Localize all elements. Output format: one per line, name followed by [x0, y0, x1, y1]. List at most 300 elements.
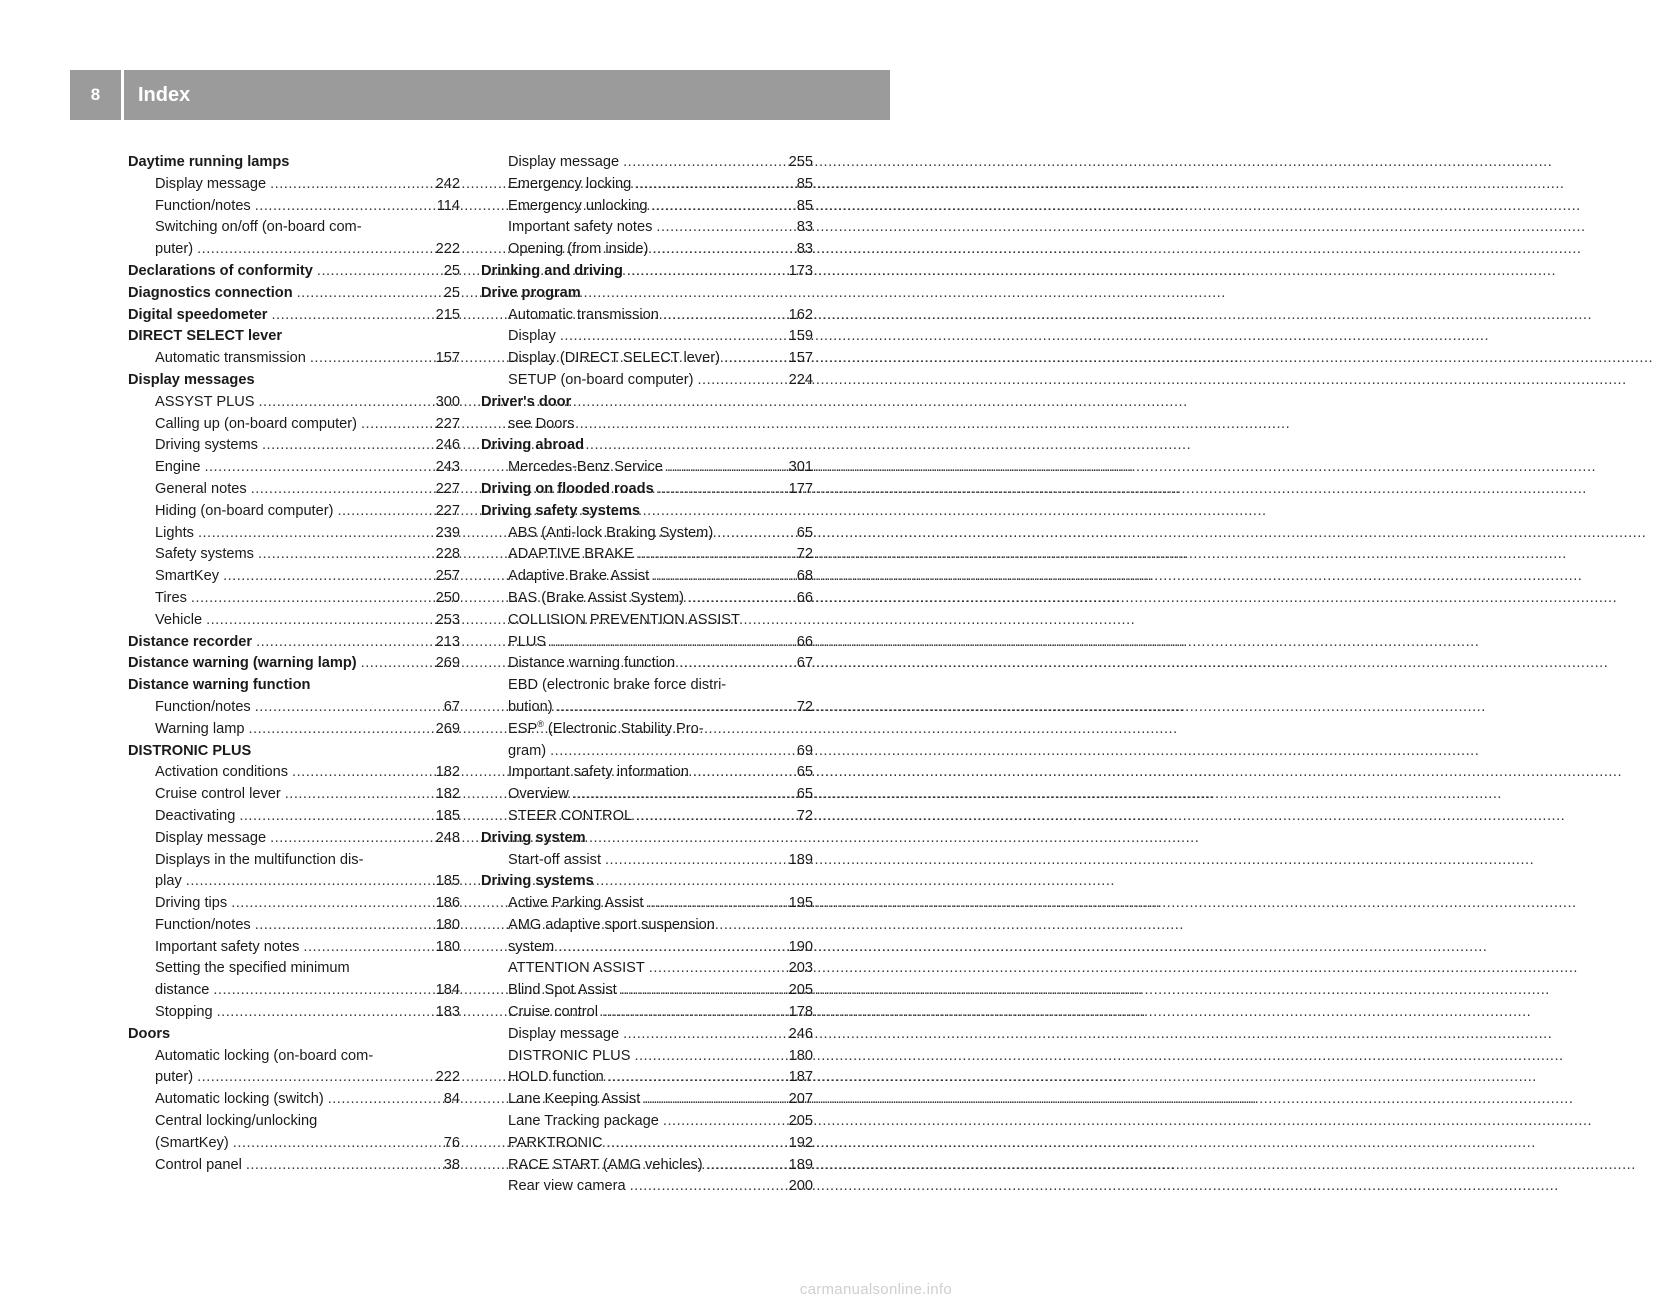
index-subentry [128, 806, 460, 828]
page-reference: 180 [788, 1047, 813, 1064]
dot-leader [303, 937, 431, 959]
page-header [70, 70, 890, 120]
index-subentry [481, 1111, 813, 1133]
dot-leader [638, 544, 793, 566]
page-reference: 180 [435, 938, 460, 955]
entry-label: Display message [155, 175, 267, 192]
index-subentry [128, 1002, 460, 1024]
index-subentry [481, 1133, 813, 1155]
index-heading [481, 283, 813, 305]
index-subentry [128, 588, 460, 610]
index-subentry [481, 850, 813, 872]
index-subentry [481, 305, 813, 327]
dot-leader [652, 196, 793, 218]
entry-label: puter) [155, 1069, 194, 1086]
index-subentry [481, 937, 813, 959]
dot-leader [647, 893, 784, 915]
entry-label: Driver's door [481, 393, 572, 410]
dot-leader [191, 588, 432, 610]
page-reference: 180 [435, 916, 460, 933]
dot-leader [653, 566, 793, 588]
dot-leader [328, 1089, 440, 1111]
index-subentry [128, 1046, 460, 1068]
index-subentry [128, 784, 460, 806]
page-reference: 228 [435, 546, 460, 563]
entry-label: Function/notes [155, 197, 251, 214]
page-reference: 205 [788, 1113, 813, 1130]
page-reference: 200 [788, 1178, 813, 1195]
entry-label: Start-off assist [508, 851, 601, 868]
index-subentry [128, 414, 460, 436]
entry-label: Display message [508, 154, 620, 170]
dot-leader [667, 457, 785, 479]
page-reference: 222 [435, 1069, 460, 1086]
entry-label: General notes [155, 480, 247, 497]
entry-label: DIRECT SELECT lever [128, 328, 283, 345]
index-subentry [481, 1067, 813, 1089]
index-subentry [128, 501, 460, 523]
index-subentry [481, 741, 813, 763]
entry-label: Switching on/off (on-board com- [155, 219, 362, 236]
entry-label: Display message [155, 829, 267, 846]
dot-leader [239, 806, 431, 828]
page-reference: 192 [788, 1134, 813, 1151]
page-reference: 183 [435, 1004, 460, 1021]
page-reference: 187 [788, 1069, 813, 1086]
page-reference: 205 [788, 982, 813, 999]
watermark: carmanualsonline.info [799, 1281, 952, 1298]
dot-leader [217, 1002, 432, 1024]
entry-label: Emergency unlocking [508, 197, 648, 214]
entry-label: see Doors [508, 415, 575, 432]
index-subentry [481, 1024, 813, 1046]
index-subentry [128, 457, 460, 479]
index-subentry [481, 174, 813, 196]
entry-label: Warning lamp [155, 720, 245, 737]
page-reference: 207 [788, 1091, 813, 1108]
index-heading [481, 871, 813, 893]
entry-label: STEER CONTROL [508, 807, 633, 824]
entry-label: Automatic transmission [508, 306, 659, 323]
page-reference: 189 [788, 851, 813, 868]
dot-leader [255, 196, 433, 218]
dot-leader [262, 435, 432, 457]
page-reference: 66 [796, 589, 813, 606]
entry-label: ADAPTIVE BRAKE [508, 546, 634, 563]
page-reference: 301 [788, 459, 813, 476]
entry-label: SmartKey [155, 568, 220, 585]
entry-label: Automatic transmission [155, 350, 306, 367]
entry-label: Hiding (on-board computer) [155, 502, 334, 519]
index-subentry [481, 1089, 813, 1111]
entry-label: BAS (Brake Assist System) [508, 589, 684, 606]
dot-leader [573, 784, 793, 806]
entry-label: Important safety notes [155, 938, 300, 955]
index-heading [128, 653, 460, 675]
entry-label: Display messages [128, 371, 255, 388]
page-reference: 257 [435, 568, 460, 585]
page-reference: 269 [435, 720, 460, 737]
page-reference: 227 [435, 415, 460, 432]
entry-label: Important safety information [508, 764, 689, 781]
page-reference: 85 [796, 197, 813, 214]
index-subentry [128, 1133, 460, 1155]
dot-leader [317, 261, 440, 283]
dot-leader [644, 1089, 784, 1111]
entry-label: Driving safety systems [481, 502, 640, 519]
index-heading [128, 283, 460, 305]
index-heading [481, 479, 813, 501]
index-heading [481, 435, 813, 457]
dot-leader [272, 305, 432, 327]
dot-leader [258, 544, 432, 566]
dot-leader [602, 1002, 785, 1024]
dot-leader [605, 850, 785, 872]
page-reference: 72 [796, 698, 813, 715]
page-reference: 189 [788, 1156, 813, 1173]
index-subentry [481, 980, 813, 1002]
dot-leader [255, 915, 432, 937]
index-subentry [128, 239, 460, 261]
entry-label: Emergency locking [508, 175, 632, 192]
dot-leader [652, 239, 792, 261]
page-reference: 190 [788, 938, 813, 955]
entry-label: EBD (electronic brake force distri- [508, 677, 727, 694]
entry-label: Display [508, 328, 556, 345]
entry-label: Distance warning function [508, 655, 676, 672]
index-column-left [128, 152, 460, 1176]
page-number: 8 [70, 70, 124, 120]
dot-leader [223, 566, 432, 588]
index-subentry [128, 980, 460, 1002]
index-subentry [128, 1089, 460, 1111]
page-reference: 242 [435, 175, 460, 192]
entry-label: Function/notes [155, 698, 251, 715]
page-reference: 246 [788, 1025, 813, 1042]
entry-label: Driving systems [481, 873, 594, 890]
entry-label: COLLISION PREVENTION ASSIST [508, 611, 740, 628]
index-subentry [481, 457, 813, 479]
entry-label: Active Parking Assist [508, 895, 644, 912]
entry-label: PARKTRONIC [508, 1134, 603, 1151]
dot-leader [663, 305, 785, 327]
entry-label: play [155, 873, 182, 890]
page-reference: 184 [435, 982, 460, 999]
entry-label: PLUS [508, 633, 547, 650]
index-subentry [481, 196, 813, 218]
page-reference: 182 [435, 764, 460, 781]
index-subentry [128, 697, 460, 719]
entry-label: AMG adaptive sport suspension [508, 916, 715, 933]
entry-label: puter) [155, 241, 194, 258]
page-reference: 182 [435, 786, 460, 803]
entry-label: Central locking/unlocking [155, 1113, 318, 1130]
dot-leader [285, 784, 432, 806]
index-subentry [128, 937, 460, 959]
page-reference: 185 [435, 807, 460, 824]
index-subentry [128, 719, 460, 741]
page-reference: 178 [788, 1004, 813, 1021]
dot-leader [231, 893, 431, 915]
index-subentry [128, 958, 460, 980]
index-subentry [128, 850, 460, 872]
page-reference: 114 [436, 197, 460, 214]
page-reference: 269 [435, 655, 460, 672]
page-reference: 25 [443, 284, 460, 301]
entry-label: distance [155, 982, 210, 999]
index-subentry [481, 544, 813, 566]
page-reference: 65 [796, 764, 813, 781]
dot-leader [246, 1155, 440, 1177]
index-subentry [128, 523, 460, 545]
dot-leader [621, 980, 785, 1002]
page-reference: 84 [443, 1091, 460, 1108]
index-subentry [481, 653, 813, 675]
index-heading [481, 261, 813, 283]
entry-label: ASSYST PLUS [155, 393, 255, 410]
page-reference: 186 [435, 895, 460, 912]
entry-label: ATTENTION ASSIST [508, 960, 645, 977]
entry-label: Driving system [481, 829, 586, 846]
entry-label: Lane Tracking package [508, 1113, 659, 1130]
dot-leader [623, 1024, 785, 1046]
entry-label: Display (DIRECT SELECT lever) [508, 350, 720, 367]
index-heading [128, 632, 460, 654]
entry-label: Daytime running lamps [128, 154, 290, 170]
entry-label: Vehicle [155, 611, 203, 628]
index-heading [128, 152, 460, 174]
entry-label: DISTRONIC PLUS [128, 742, 252, 759]
page-reference: 72 [796, 546, 813, 563]
dot-leader [337, 501, 431, 523]
entry-label: HOLD function [508, 1069, 604, 1086]
dot-leader [270, 828, 432, 850]
entry-label: Driving systems [155, 437, 258, 454]
dot-leader [251, 479, 432, 501]
page-reference: 67 [796, 655, 813, 672]
index-subentry [481, 1002, 813, 1024]
index-heading [481, 392, 813, 414]
index-subentry [128, 217, 460, 239]
entry-label: Cruise control lever [155, 786, 281, 803]
index-heading [128, 370, 460, 392]
index-subentry [128, 544, 460, 566]
index-heading [481, 501, 813, 523]
page-reference: 69 [796, 742, 813, 759]
index-subentry [481, 370, 813, 392]
entry-label: ESP® (Electronic Stability Pro- [508, 718, 704, 737]
index-subentry [128, 762, 460, 784]
entry-label: Cruise control [508, 1004, 599, 1021]
dot-leader [663, 1111, 785, 1133]
dot-leader [558, 937, 784, 959]
dot-leader [256, 632, 432, 654]
page-reference: 157 [435, 350, 460, 367]
index-subentry [481, 610, 813, 632]
index-subentry [481, 697, 813, 719]
index-subentry [481, 806, 813, 828]
index-heading [481, 828, 813, 850]
entry-label: Safety systems [155, 546, 254, 563]
index-subentry [481, 762, 813, 784]
dot-leader [607, 1133, 785, 1155]
entry-label: Blind Spot Assist [508, 982, 617, 999]
entry-label: Doors [128, 1025, 171, 1042]
dot-leader [297, 283, 440, 305]
entry-label: RACE START (AMG vehicles) [508, 1156, 703, 1173]
entry-label: Lane Keeping Assist [508, 1091, 641, 1108]
index-subentry [481, 719, 813, 741]
index-subentry [128, 1155, 460, 1177]
index-subentry [481, 588, 813, 610]
entry-label: DISTRONIC PLUS [508, 1047, 631, 1064]
index-subentry [128, 348, 460, 370]
dot-leader [697, 370, 784, 392]
dot-leader [259, 392, 432, 414]
page-reference: 67 [443, 698, 460, 715]
entry-label: Calling up (on-board computer) [155, 415, 357, 432]
index-subentry [481, 326, 813, 348]
dot-leader [361, 414, 432, 436]
dot-leader [557, 697, 793, 719]
page-reference: 83 [796, 219, 813, 236]
dot-leader [270, 174, 432, 196]
entry-label: Opening (from inside) [508, 241, 649, 258]
page-reference: 85 [796, 175, 813, 192]
entry-label: system [508, 938, 555, 955]
page-reference: 66 [796, 633, 813, 650]
entry-label: Display message [508, 1025, 620, 1042]
dot-leader [198, 523, 432, 545]
page-reference: 195 [788, 895, 813, 912]
page-reference: 300 [435, 393, 460, 410]
entry-label: Overview [508, 786, 569, 803]
entry-label: Function/notes [155, 916, 251, 933]
dot-leader [233, 1133, 440, 1155]
index-subentry [128, 893, 460, 915]
page-reference: 173 [788, 262, 813, 279]
entry-label: bution) [508, 698, 553, 715]
entry-label: Distance warning (warning lamp) [128, 655, 357, 672]
entry-label: Diagnostics connection [128, 284, 293, 301]
index-subentry [481, 348, 813, 370]
page-reference: 25 [443, 262, 460, 279]
dot-leader [249, 719, 432, 741]
page-reference: 255 [788, 154, 813, 170]
dot-leader [656, 217, 792, 239]
entry-label: (SmartKey) [155, 1134, 229, 1151]
dot-leader [560, 326, 785, 348]
dot-leader [623, 152, 785, 174]
page-reference: 162 [788, 306, 813, 323]
index-subentry [128, 435, 460, 457]
dot-leader [206, 610, 432, 632]
index-subentry [481, 566, 813, 588]
dot-leader [197, 239, 432, 261]
entry-label: Driving abroad [481, 437, 584, 454]
page-reference: 157 [788, 350, 813, 367]
dot-leader [635, 174, 792, 196]
entry-label: Engine [155, 459, 201, 476]
entry-label: Declarations of conformity [128, 262, 313, 279]
index-subentry [481, 414, 813, 436]
dot-leader [550, 632, 793, 654]
page-reference: 65 [796, 786, 813, 803]
entry-label: gram) [508, 742, 547, 759]
dot-leader [707, 1155, 785, 1177]
entry-label: Stopping [155, 1004, 213, 1021]
index-subentry [128, 479, 460, 501]
index-subentry [481, 152, 813, 174]
index-subentry [128, 392, 460, 414]
index-heading [128, 1024, 460, 1046]
index-heading [128, 305, 460, 327]
dot-leader [658, 479, 785, 501]
index-subentry [481, 893, 813, 915]
page-reference: 177 [788, 480, 813, 497]
section-title: Index [138, 83, 191, 106]
index-subentry [481, 1046, 813, 1068]
page-reference: 215 [435, 306, 460, 323]
index-heading [128, 261, 460, 283]
page-reference: 243 [435, 459, 460, 476]
index-heading [128, 326, 460, 348]
index-subentry [481, 1176, 813, 1198]
dot-leader [186, 871, 432, 893]
dot-leader [204, 457, 431, 479]
dot-leader [255, 697, 440, 719]
page-reference: 83 [796, 241, 813, 258]
index-subentry [128, 828, 460, 850]
index-subentry [128, 871, 460, 893]
index-subentry [481, 1155, 813, 1177]
entry-label: Mercedes-Benz Service [508, 459, 663, 476]
page-reference: 203 [788, 960, 813, 977]
dot-leader [679, 653, 793, 675]
dot-leader [213, 980, 431, 1002]
entry-label: SETUP (on-board computer) [508, 371, 694, 388]
entry-label: Deactivating [155, 807, 236, 824]
dot-leader [693, 762, 793, 784]
page-reference: 227 [435, 502, 460, 519]
index-subentry [481, 217, 813, 239]
index-heading [128, 741, 460, 763]
entry-label: Distance recorder [128, 633, 253, 650]
page-reference: 239 [435, 524, 460, 541]
page-reference: 253 [435, 611, 460, 628]
entry-label: Activation conditions [155, 764, 289, 781]
page-reference: 65 [796, 524, 813, 541]
entry-label: Tires [155, 589, 187, 606]
index-subentry [481, 239, 813, 261]
entry-label: Important safety notes [508, 219, 653, 236]
dot-leader [361, 653, 432, 675]
page-reference: 213 [435, 633, 460, 650]
entry-label: Adaptive Brake Assist [508, 568, 650, 585]
dot-leader [717, 523, 793, 545]
entry-label: Setting the specified minimum [155, 960, 350, 977]
dot-leader [688, 588, 793, 610]
index-subentry [128, 1111, 460, 1133]
entry-label: Distance warning function [128, 677, 311, 694]
entry-label: Driving on flooded roads [481, 480, 654, 497]
page-reference: 38 [443, 1156, 460, 1173]
dot-leader [636, 806, 793, 828]
dot-leader [292, 762, 432, 784]
entry-label: Driving tips [155, 895, 228, 912]
dot-leader [550, 741, 793, 763]
page-reference: 248 [435, 829, 460, 846]
